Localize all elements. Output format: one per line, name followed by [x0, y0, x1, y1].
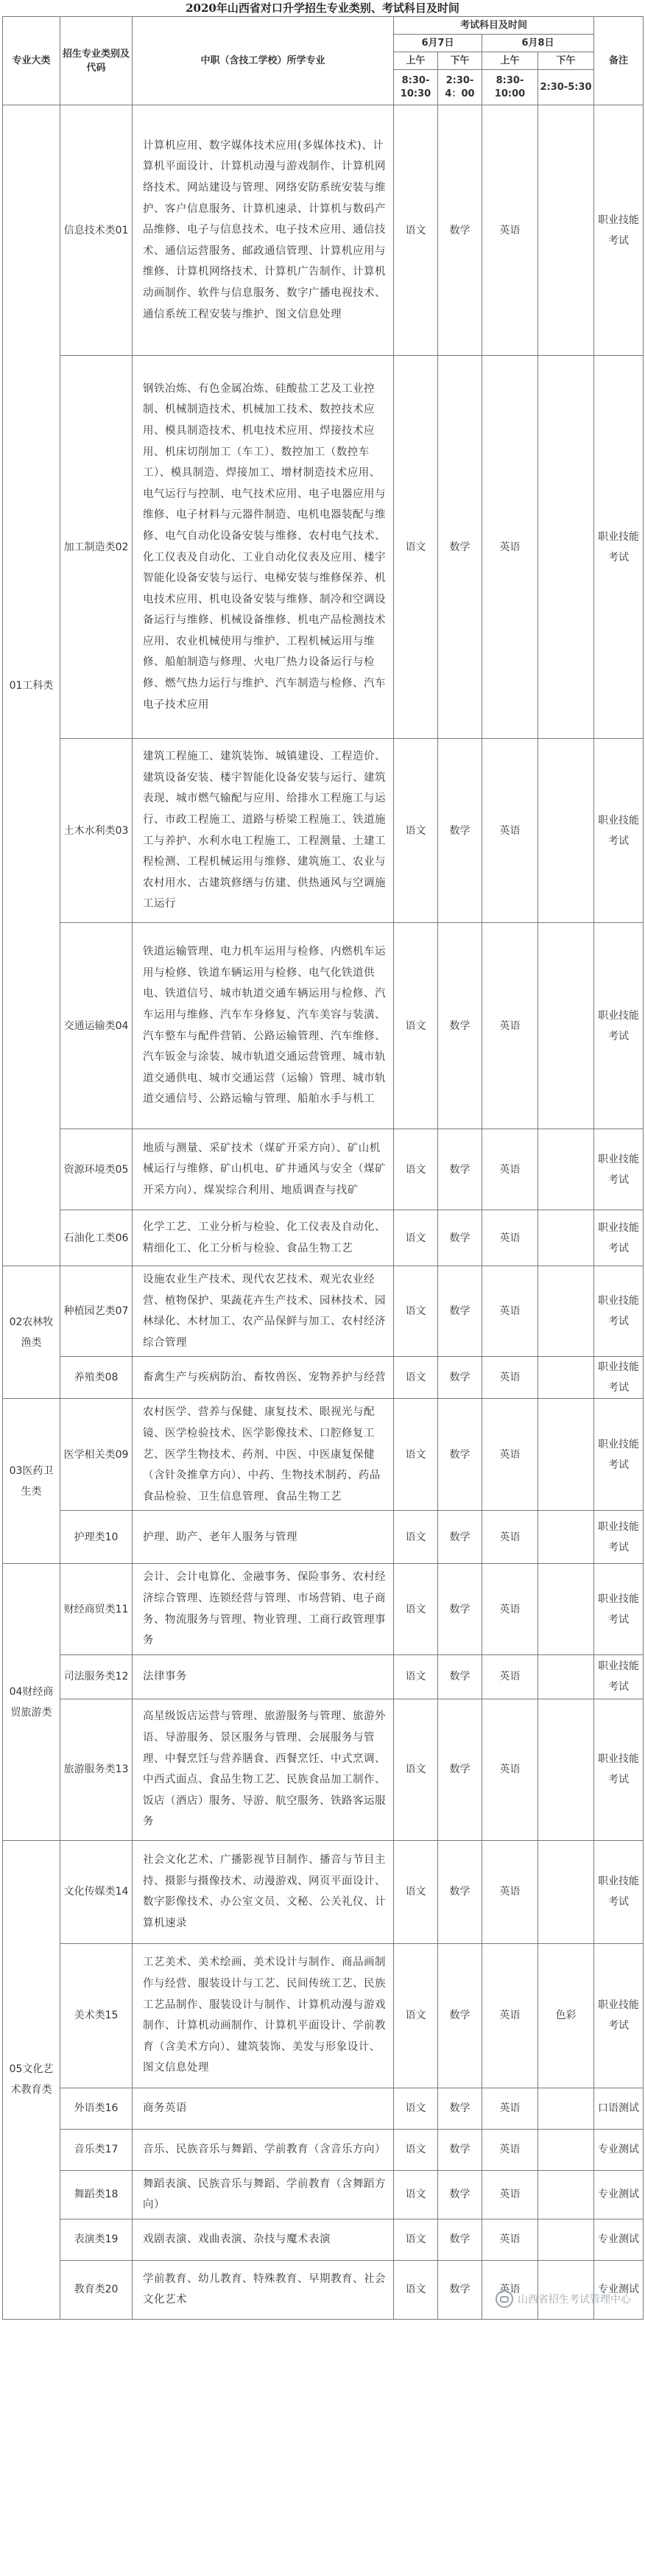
subject-extra-cell	[538, 1564, 594, 1654]
note-cell: 职业技能考试	[594, 739, 644, 923]
header-day2: 6月8日	[482, 35, 594, 52]
subject-math-cell: 数学	[438, 2219, 482, 2260]
subject-math-cell: 数学	[438, 1511, 482, 1564]
category-cell: 04财经商贸旅游类	[3, 1564, 60, 1840]
subject-extra-cell	[538, 2170, 594, 2219]
note-cell: 职业技能考试	[594, 1266, 644, 1357]
note-cell: 职业技能考试	[594, 1357, 644, 1399]
subject-english-cell: 英语	[482, 2219, 538, 2260]
majors-cell: 工艺美术、美术绘画、美术设计与制作、商品画制作与经营、服装设计与工艺、民间传统工艺、民族工艺品制作、服装设计与制作、计算机动漫与游戏制作、计算机动画制作、计算机平面设计、学前教育（含美术方向）、建筑装饰、美发与形象设计、图文信息处理	[133, 1943, 394, 2088]
type-cell: 石油化工类06	[60, 1210, 133, 1266]
category-cell: 02农林牧渔类	[3, 1266, 60, 1399]
type-cell: 外语类16	[60, 2088, 133, 2129]
table-row	[3, 1654, 644, 1699]
subject-extra-cell	[538, 1654, 594, 1699]
header-day2-pm-time: 2:30-5:30	[538, 70, 594, 105]
majors-cell: 地质与测量、采矿技术（煤矿开采方向）、矿山机械运行与维修、矿山机电、矿井通风与安全（煤矿开采方向）、煤炭综合利用、地质调查与找矿	[133, 1129, 394, 1210]
majors-cell: 会计、会计电算化、金融事务、保险事务、农村经济综合管理、连锁经营与管理、市场营销、电子商务、物流服务与管理、物业管理、工商行政管理事务	[133, 1564, 394, 1654]
subject-math-cell: 数学	[438, 1840, 482, 1943]
subject-extra-cell	[538, 356, 594, 739]
note-cell: 职业技能考试	[594, 1129, 644, 1210]
subject-extra-cell	[538, 2219, 594, 2260]
table-row	[3, 1210, 644, 1266]
note-cell: 职业技能考试	[594, 1210, 644, 1266]
subject-chinese-cell: 语文	[394, 1564, 438, 1654]
majors-cell: 畜禽生产与疾病防治、畜牧兽医、宠物养护与经营	[133, 1357, 394, 1399]
majors-cell: 铁道运输管理、电力机车运用与检修、内燃机车运用与检修、铁道车辆运用与检修、电气化铁道供电、铁道信号、城市轨道交通车辆运用与检修、汽车运用与维修、汽车车身修复、汽车美容与装潢、汽车整车与配件营销、公路运输管理、汽车维修、汽车钣金与涂装、城市轨道交通运营管理、城市轨道交通供电、城市交通运营（运输）管理、城市轨道交通信号、公路运输与管理、船舶水手与机工	[133, 923, 394, 1129]
table-row	[3, 1840, 644, 1943]
subject-math-cell: 数学	[438, 1699, 482, 1840]
type-cell: 司法服务类12	[60, 1654, 133, 1699]
subject-chinese-cell: 语文	[394, 2170, 438, 2219]
type-cell: 土木水利类03	[60, 739, 133, 923]
subject-extra-cell: 色彩	[538, 1943, 594, 2088]
subject-english-cell: 英语	[482, 356, 538, 739]
subject-english-cell: 英语	[482, 1943, 538, 2088]
majors-cell: 法律事务	[133, 1654, 394, 1699]
subject-chinese-cell: 语文	[394, 1129, 438, 1210]
subject-english-cell: 英语	[482, 1399, 538, 1511]
note-cell: 职业技能考试	[594, 1399, 644, 1511]
subject-math-cell: 数学	[438, 1654, 482, 1699]
note-cell: 职业技能考试	[594, 1654, 644, 1699]
table-row	[3, 105, 644, 356]
subject-chinese-cell: 语文	[394, 739, 438, 923]
subject-extra-cell	[538, 2088, 594, 2129]
header-day1-pm-time: 2:30-4：00	[438, 70, 482, 105]
subject-english-cell: 英语	[482, 2260, 538, 2319]
header-day2-am: 上午	[482, 52, 538, 70]
majors-cell: 高星级饭店运营与管理、旅游服务与管理、旅游外语、导游服务、景区服务与管理、会展服务与管理、中餐烹饪与营养膳食、西餐烹饪、中式烹调、中西式面点、食品生物工艺、民族食品加工制作、饭店（酒店）服务、导游、航空服务、铁路客运服务	[133, 1699, 394, 1840]
header-day1-am: 上午	[394, 52, 438, 70]
table-row	[3, 1399, 644, 1511]
note-cell: 专业测试	[594, 2129, 644, 2170]
watermark	[496, 2290, 631, 2308]
header-day2-am-time: 8:30-10:00	[482, 70, 538, 105]
majors-cell: 学前教育、幼儿教育、特殊教育、早期教育、社会文化艺术	[133, 2260, 394, 2319]
exam-table	[2, 16, 644, 2320]
subject-chinese-cell: 语文	[394, 105, 438, 356]
subject-chinese-cell: 语文	[394, 2260, 438, 2319]
type-cell: 资源环境类05	[60, 1129, 133, 1210]
subject-chinese-cell: 语文	[394, 1943, 438, 2088]
subject-english-cell: 英语	[482, 1129, 538, 1210]
note-cell: 职业技能考试	[594, 1943, 644, 2088]
table-row	[3, 356, 644, 739]
subject-math-cell: 数学	[438, 1129, 482, 1210]
header-type: 招生专业类别及代码	[60, 17, 133, 105]
header-majors: 中职（含技工学校）所学专业	[133, 17, 394, 105]
subject-extra-cell	[538, 1266, 594, 1357]
table-row	[3, 923, 644, 1129]
type-cell: 财经商贸类11	[60, 1564, 133, 1654]
table-row	[3, 1943, 644, 2088]
header-exam: 考试科目及时间	[394, 17, 594, 35]
type-cell: 交通运输类04	[60, 923, 133, 1129]
subject-math-cell: 数学	[438, 1210, 482, 1266]
type-cell: 种植园艺类07	[60, 1266, 133, 1357]
subject-math-cell: 数学	[438, 1399, 482, 1511]
type-cell: 护理类10	[60, 1511, 133, 1564]
majors-cell: 舞蹈表演、民族音乐与舞蹈、学前教育（含舞蹈方向）	[133, 2170, 394, 2219]
subject-extra-cell	[538, 1210, 594, 1266]
subject-chinese-cell: 语文	[394, 1840, 438, 1943]
subject-english-cell: 英语	[482, 923, 538, 1129]
majors-cell: 社会文化艺术、广播影视节目制作、播音与节目主持、摄影与摄像技术、动漫游戏、网页平面设计、数字影像技术、办公室文员、文秘、公关礼仪、计算机速录	[133, 1840, 394, 1943]
subject-english-cell: 英语	[482, 1210, 538, 1266]
subject-math-cell: 数学	[438, 1357, 482, 1399]
subject-math-cell: 数学	[438, 923, 482, 1129]
header-day1: 6月7日	[394, 35, 482, 52]
type-cell: 旅游服务类13	[60, 1699, 133, 1840]
category-cell: 01工科类	[3, 105, 60, 1266]
subject-english-cell: 英语	[482, 2088, 538, 2129]
type-cell: 加工制造类02	[60, 356, 133, 739]
subject-math-cell: 数学	[438, 739, 482, 923]
note-cell: 职业技能考试	[594, 105, 644, 356]
subject-english-cell: 英语	[482, 1699, 538, 1840]
subject-extra-cell	[538, 1399, 594, 1511]
category-cell: 03医药卫生类	[3, 1399, 60, 1564]
subject-english-cell: 英语	[482, 105, 538, 356]
watermark-text: 山西省招生考试管理中心	[518, 2293, 631, 2306]
subject-english-cell: 英语	[482, 2129, 538, 2170]
subject-chinese-cell: 语文	[394, 1357, 438, 1399]
subject-math-cell: 数学	[438, 356, 482, 739]
table-row	[3, 2088, 644, 2129]
subject-extra-cell	[538, 1840, 594, 1943]
type-cell: 医学相关类09	[60, 1399, 133, 1511]
subject-math-cell: 数学	[438, 2129, 482, 2170]
subject-chinese-cell: 语文	[394, 923, 438, 1129]
category-cell: 05文化艺术教育类	[3, 1840, 60, 2319]
subject-english-cell: 英语	[482, 739, 538, 923]
header-category: 专业大类	[3, 17, 60, 105]
subject-english-cell: 英语	[482, 1266, 538, 1357]
subject-extra-cell	[538, 923, 594, 1129]
subject-chinese-cell: 语文	[394, 2129, 438, 2170]
wechat-icon	[496, 2290, 513, 2308]
subject-extra-cell	[538, 105, 594, 356]
majors-cell: 建筑工程施工、建筑装饰、城镇建设、工程造价、建筑设备安装、楼宇智能化设备安装与运行、建筑表现、城市燃气输配与应用、给排水工程施工与运行、市政工程施工、道路与桥梁工程施工、铁道施工与养护、水利水电工程施工、工程测量、土建工程检测、工程机械运用与维修、建筑施工、农业与农村用水、古建筑修缮与仿建、供热通风与空调施工运行	[133, 739, 394, 923]
header-note: 备注	[594, 17, 644, 105]
document	[2, 0, 643, 2320]
subject-chinese-cell: 语文	[394, 1511, 438, 1564]
table-row	[3, 1357, 644, 1399]
majors-cell: 农村医学、营养与保健、康复技术、眼视光与配镜、医学检验技术、医学影像技术、口腔修复工艺、医学生物技术、药剂、中医、中医康复保健（含针灸推拿方向）、中药、生物技术制药、药品食品检验、卫生信息管理、食品生物工艺	[133, 1399, 394, 1511]
table-row	[3, 1699, 644, 1840]
note-cell: 职业技能考试	[594, 1564, 644, 1654]
subject-math-cell: 数学	[438, 105, 482, 356]
table-row	[3, 2129, 644, 2170]
page-title: 2020年山西省对口升学招生专业类别、考试科目及时间	[186, 1, 459, 15]
type-cell: 文化传媒类14	[60, 1840, 133, 1943]
note-cell: 职业技能考试	[594, 923, 644, 1129]
majors-cell: 戏剧表演、戏曲表演、杂技与魔术表演	[133, 2219, 394, 2260]
type-cell: 表演类19	[60, 2219, 133, 2260]
table-row	[3, 1564, 644, 1654]
subject-extra-cell	[538, 1511, 594, 1564]
subject-english-cell: 英语	[482, 1511, 538, 1564]
note-cell: 专业测试	[594, 2219, 644, 2260]
subject-extra-cell	[538, 2129, 594, 2170]
majors-cell: 音乐、民族音乐与舞蹈、学前教育（含音乐方向）	[133, 2129, 394, 2170]
subject-english-cell: 英语	[482, 1654, 538, 1699]
subject-extra-cell	[538, 1699, 594, 1840]
subject-math-cell: 数学	[438, 1564, 482, 1654]
majors-cell: 化学工艺、工业分析与检验、化工仪表及自动化、精细化工、化工分析与检验、食品生物工艺	[133, 1210, 394, 1266]
table-row	[3, 1129, 644, 1210]
subject-chinese-cell: 语文	[394, 1654, 438, 1699]
type-cell: 养殖类08	[60, 1357, 133, 1399]
type-cell: 教育类20	[60, 2260, 133, 2319]
subject-chinese-cell: 语文	[394, 2219, 438, 2260]
majors-cell: 护理、助产、老年人服务与管理	[133, 1511, 394, 1564]
subject-english-cell: 英语	[482, 1840, 538, 1943]
note-cell: 专业测试	[594, 2170, 644, 2219]
subject-extra-cell	[538, 739, 594, 923]
subject-english-cell: 英语	[482, 1357, 538, 1399]
table-row	[3, 739, 644, 923]
majors-cell: 计算机应用、数字媒体技术应用(多媒体技术)、计算机平面设计、计算机动漫与游戏制作、计算机网络技术、网站建设与管理、网络安防系统安装与维护、客户信息服务、计算机速录、计算机与数码产品维修、电子与信息技术、电子技术应用、通信技术、通信运营服务、邮政通信管理、计算机应用与维修、计算机网络技术、计算机广告制作、计算机动画制作、软件与信息服务、数字广播电视技术、通信系统工程安装与维护、图文信息处理	[133, 105, 394, 356]
majors-cell: 商务英语	[133, 2088, 394, 2129]
header-day2-pm: 下午	[538, 52, 594, 70]
note-cell: 职业技能考试	[594, 1511, 644, 1564]
note-cell: 职业技能考试	[594, 1840, 644, 1943]
subject-chinese-cell: 语文	[394, 2088, 438, 2129]
note-cell: 职业技能考试	[594, 356, 644, 739]
table-row	[3, 1266, 644, 1357]
subject-math-cell: 数学	[438, 2088, 482, 2129]
type-cell: 舞蹈类18	[60, 2170, 133, 2219]
type-cell: 音乐类17	[60, 2129, 133, 2170]
table-row	[3, 1511, 644, 1564]
subject-math-cell: 数学	[438, 1266, 482, 1357]
subject-math-cell: 数学	[438, 1943, 482, 2088]
subject-extra-cell	[538, 1129, 594, 1210]
header-day1-am-time: 8:30-10:30	[394, 70, 438, 105]
subject-english-cell: 英语	[482, 1564, 538, 1654]
majors-cell: 设施农业生产技术、现代农艺技术、观光农业经营、植物保护、果蔬花卉生产技术、园林技术、园林绿化、木材加工、农产品保鲜与加工、农村经济综合管理	[133, 1266, 394, 1357]
subject-math-cell: 数学	[438, 2260, 482, 2319]
note-cell: 专业测试	[594, 2260, 644, 2319]
subject-extra-cell	[538, 1357, 594, 1399]
type-cell: 美术类15	[60, 1943, 133, 2088]
table-row	[3, 2170, 644, 2219]
subject-chinese-cell: 语文	[394, 1210, 438, 1266]
subject-chinese-cell: 语文	[394, 1399, 438, 1511]
note-cell: 职业技能考试	[594, 1699, 644, 1840]
table-row	[3, 2219, 644, 2260]
note-cell: 口语测试	[594, 2088, 644, 2129]
subject-chinese-cell: 语文	[394, 1699, 438, 1840]
type-cell: 信息技术类01	[60, 105, 133, 356]
subject-math-cell: 数学	[438, 2170, 482, 2219]
subject-chinese-cell: 语文	[394, 356, 438, 739]
majors-cell: 钢铁冶炼、有色金属冶炼、硅酸盐工艺及工业控制、机械制造技术、机械加工技术、数控技术应用、模具制造技术、机电技术应用、焊接技术应用、机床切削加工（车工）、数控加工（数控车工）、模具制造、焊接加工、增材制造技术应用、电气运行与控制、电气技术应用、电子电器应用与维修、电子材料与元器件制造、电机电器装配与维修、电气自动化设备安装与维修、农村电气技术、化工仪表及自动化、工业自动化仪表及应用、楼宇智能化设备安装与运行、电梯安装与维修保养、机电技术应用、机电设备安装与维修、制冷和空调设备运行与维修、机械设备维修、机电产品检测技术应用、农业机械使用与维护、工程机械运用与维修、船舶制造与修理、火电厂热力设备运行与检修、燃气热力运行与维护、汽车制造与检修、汽车电子技术应用	[133, 356, 394, 739]
subject-english-cell: 英语	[482, 2170, 538, 2219]
header-day1-pm: 下午	[438, 52, 482, 70]
subject-chinese-cell: 语文	[394, 1266, 438, 1357]
